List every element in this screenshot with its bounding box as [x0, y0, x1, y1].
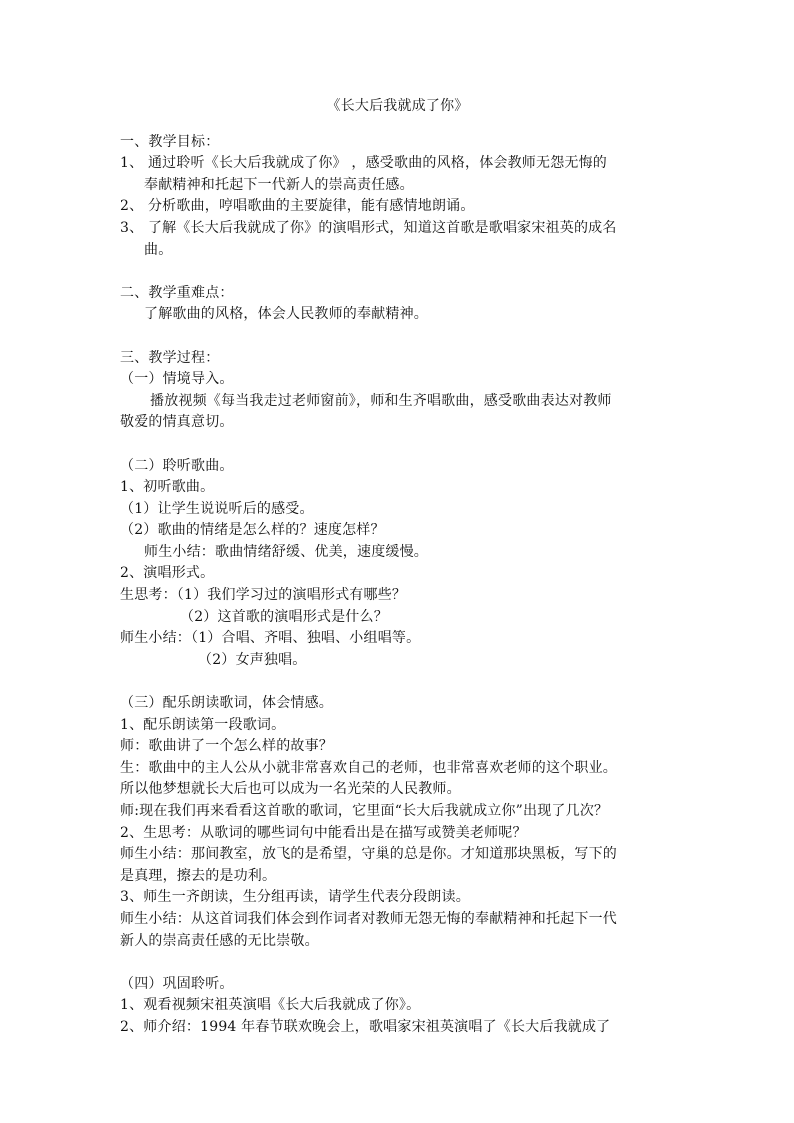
part4-line-2: 2、师介绍：1994 年春节联欢晚会上，歌唱家宋祖英演唱了《长大后我就成了 [120, 1018, 611, 1035]
part3-line-9: 3、师生一齐朗读，生分组再读，请学生代表分段朗读。 [120, 889, 470, 906]
part1-heading: （一）情境导入。 [120, 371, 234, 388]
part3-line-6: 2、生思考：从歌词的哪些词句中能看出是在描写或赞美老师呢？ [120, 824, 527, 841]
part2-line-7: （2）这首歌的演唱形式是什么？ [180, 608, 388, 625]
spacer [120, 434, 675, 456]
spacer [120, 671, 675, 693]
part3-line-2: 师：歌曲讲了一个怎么样的故事？ [120, 738, 333, 755]
part4-line-1: 1、观看视频宋祖英演唱《长大后我就成了你》。 [120, 997, 421, 1014]
part2-line-8: 师生小结：（1）合唱、齐唱、独唱、小组唱等。 [120, 630, 421, 647]
part3-line-4: 所以他梦想就长大后也可以成为一名光荣的人民教师。 [120, 781, 461, 798]
goal-item-3: 3、 了解《长大后我就成了你》的演唱形式，知道这首歌是歌唱家宋祖英的成名 [120, 219, 617, 236]
part2-line-1: 1、初听歌曲。 [120, 479, 215, 496]
section-heading-key-points: 二、教学重难点： [120, 284, 234, 301]
document-page [120, 96, 675, 1039]
part3-line-7: 师生小结：那间教室，放飞的是希望，守巢的总是你。才知道那块黑板，写下的 [120, 846, 617, 863]
key-points-content: 了解歌曲的风格，体会人民教师的奉献精神。 [144, 306, 428, 323]
part3-heading: （三）配乐朗读歌词，体会情感。 [120, 695, 333, 712]
part3-line-8: 是真理，擦去的是功利。 [120, 867, 277, 884]
goal-item-2: 2、 分析歌曲，哼唱歌曲的主要旋律，能有感情地朗诵。 [120, 198, 475, 215]
document-title: 《长大后我就成了你》 [326, 98, 469, 114]
part3-line-5: 师:现在我们再来看看这首歌的歌词，它里面“长大后我就成立你”出现了几次？ [120, 803, 609, 819]
part2-line-5: 2、演唱形式。 [120, 565, 215, 582]
section-heading-process: 三、教学过程： [120, 349, 220, 366]
part2-line-9: （2）女声独唱。 [198, 651, 307, 668]
spacer [120, 326, 675, 348]
goal-item-1-cont: 奉献精神和托起下一代新人的崇高责任感。 [144, 176, 414, 193]
part4-heading: （四）巩固聆听。 [120, 975, 234, 992]
part3-line-3: 生：歌曲中的主人公从小就非常喜欢自己的老师，也非常喜欢老师的这个职业。 [120, 759, 617, 776]
part2-line-2: （1）让学生说说听后的感受。 [120, 500, 314, 517]
goal-item-1: 1、 通过聆听《长大后我就成了你》 ，感受歌曲的风格，体会教师无怨无悔的 [120, 155, 608, 172]
section-heading-goals: 一、教学目标： [120, 133, 220, 150]
part2-heading: （二）聆听歌曲。 [120, 457, 234, 474]
part3-line-11: 新人的崇高责任感的无比崇敬。 [120, 932, 319, 949]
part2-line-6: 生思考：（1）我们学习过的演唱形式有哪些？ [120, 587, 407, 604]
spacer [120, 261, 675, 283]
part1-line-1: 播放视频《每当我走过老师窗前》，师和生齐唱歌曲，感受歌曲表达对教师 [150, 392, 612, 409]
part2-line-4: 师生小结：歌曲情绪舒缓、优美，速度缓慢。 [144, 543, 428, 560]
part2-line-3: （2）歌曲的情绪是怎么样的？速度怎样？ [120, 522, 385, 539]
spacer [120, 952, 675, 974]
part3-line-10: 师生小结：从这首词我们体会到作词者对教师无怨无悔的奉献精神和托起下一代 [120, 910, 617, 927]
part1-line-2: 敬爱的情真意切。 [120, 414, 234, 431]
part3-line-1: 1、配乐朗读第一段歌词。 [120, 716, 286, 733]
goal-item-3-cont: 曲。 [144, 241, 173, 258]
